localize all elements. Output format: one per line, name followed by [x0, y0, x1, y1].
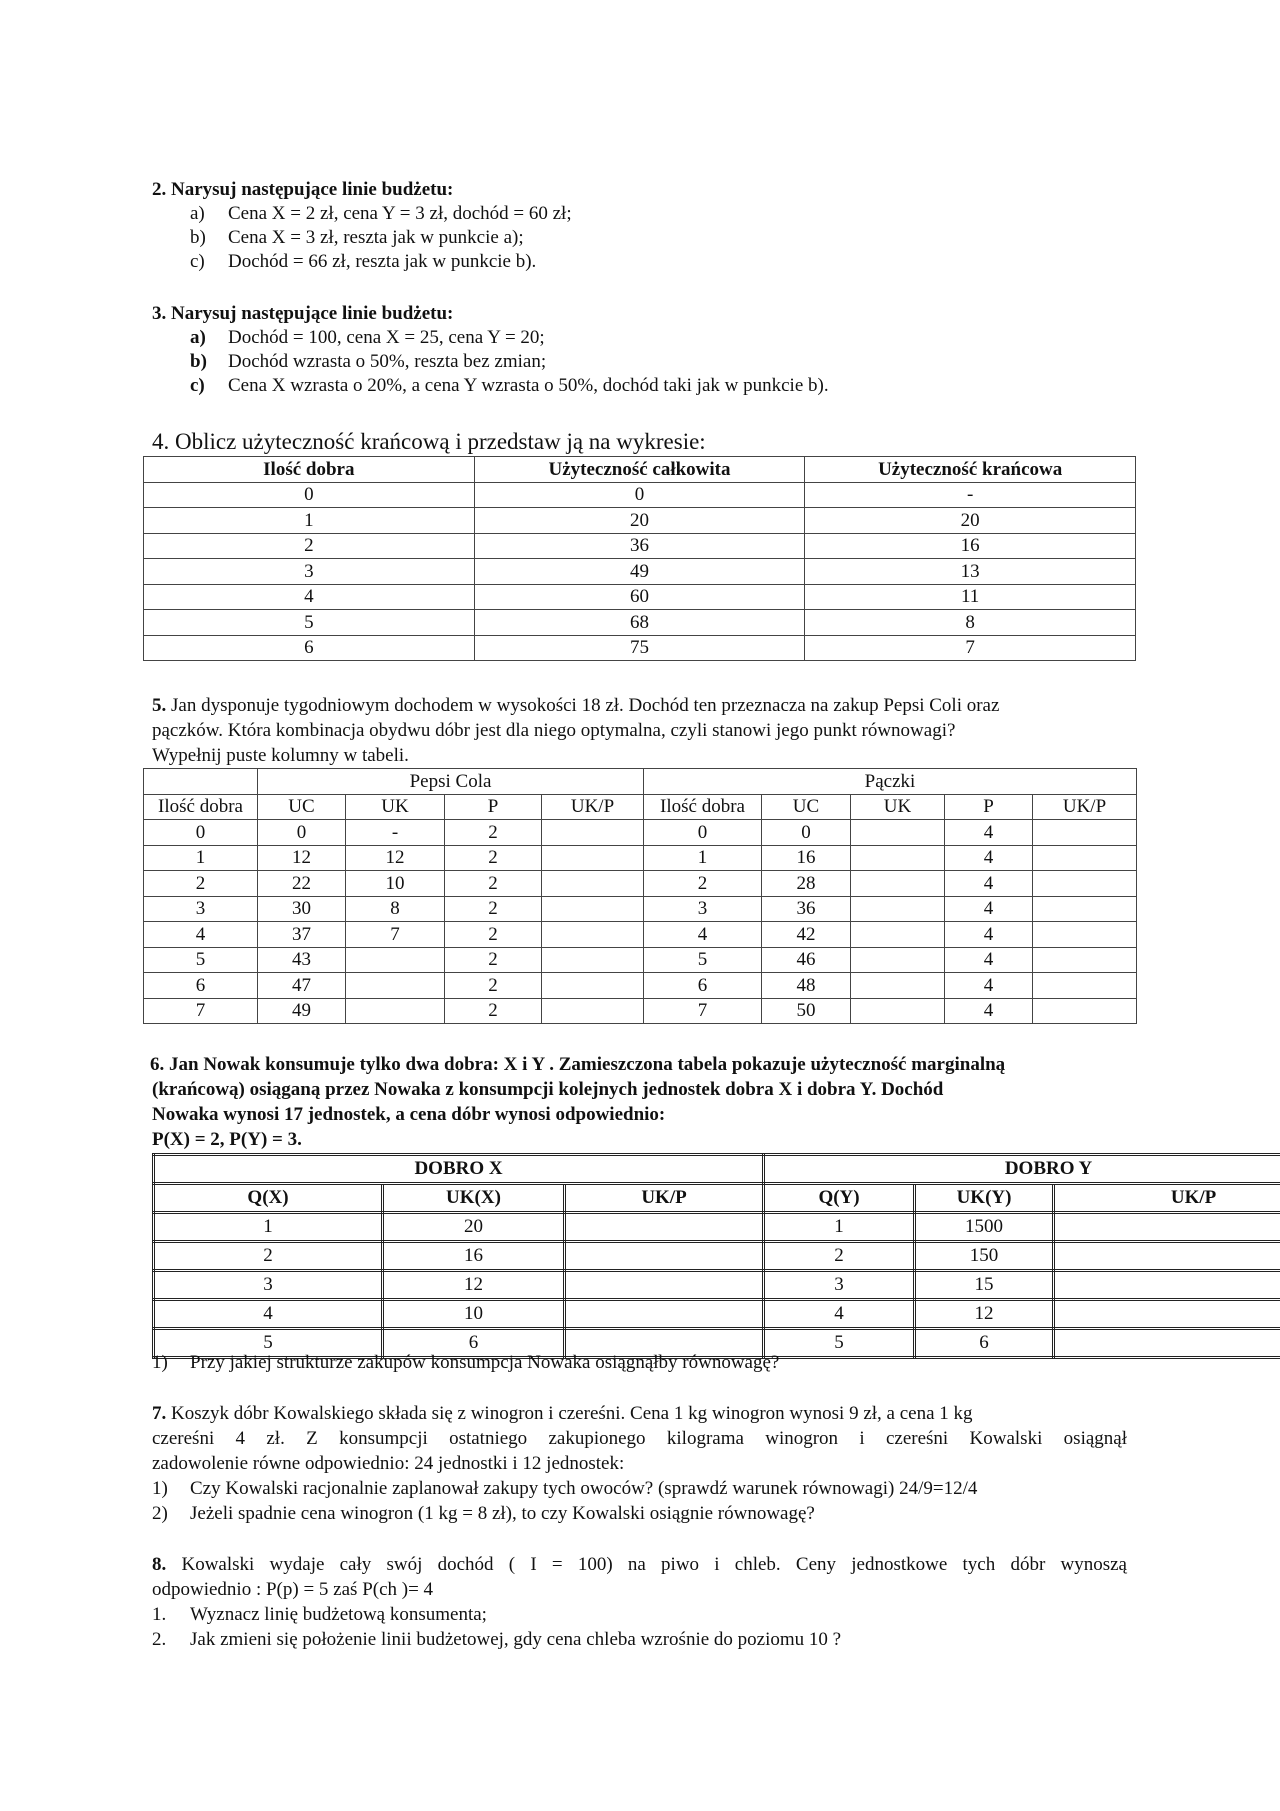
table-cell: [346, 998, 445, 1024]
table-header-row: [144, 794, 1137, 820]
table-cell: [1033, 922, 1137, 948]
table-cell: 2: [445, 845, 542, 871]
table-cell: [542, 871, 644, 897]
group-header-dobro-x: DOBRO X: [154, 1155, 764, 1184]
table-cell: [851, 820, 945, 846]
table-cell: 2: [445, 871, 542, 897]
table-cell: [851, 922, 945, 948]
group-header-pepsi: Pepsi Cola: [258, 769, 644, 795]
item-label: c): [190, 251, 205, 272]
table-cell: 2: [644, 871, 762, 897]
table-cell: 37: [258, 922, 346, 948]
q7-number: 7.: [152, 1403, 167, 1424]
table-cell: 46: [762, 947, 851, 973]
header-cell: Ilość dobra: [644, 794, 762, 820]
item-label: b): [190, 351, 207, 372]
table-cell: 30: [258, 896, 346, 922]
table-cell: 4: [945, 998, 1033, 1024]
table-cell: 4: [144, 922, 258, 948]
q2-item-b: [190, 226, 524, 250]
table-cell: 16: [805, 533, 1136, 559]
q6-text-line-1: 6. Jan Nowak konsumuje tylko dwa dobra: X i Y . Zamieszczona tabela pokazuje użyteczność marginalną: [150, 1054, 1006, 1075]
table-cell: [851, 947, 945, 973]
table-cell: 4: [945, 820, 1033, 846]
item-label: 1.: [152, 1604, 167, 1625]
q2-title: 2. Narysuj następujące linie budżetu:: [152, 179, 454, 200]
q7-text-line-3: zadowolenie równe odpowiednio: 24 jednostki i 12 jednostek:: [152, 1453, 625, 1474]
q6-text-line-4: P(X) = 2, P(Y) = 3.: [152, 1129, 302, 1150]
header-cell: UK/P: [542, 794, 644, 820]
table-cell: [542, 896, 644, 922]
table-cell: 2: [445, 947, 542, 973]
header-cell: Ilość dobra: [144, 794, 258, 820]
item-label: 2.: [152, 1629, 167, 1650]
text: Koszyk dóbr Kowalskiego składa się z winogron i czereśni. Cena 1 kg winogron wynosi 9 zł, a cena 1 kg: [166, 1403, 973, 1424]
empty-header-cell: [144, 769, 258, 795]
header-cell: P: [445, 794, 542, 820]
header-cell: UK/P: [1033, 794, 1137, 820]
q8-text-line-1: [152, 1553, 1127, 1577]
table-cell: 43: [258, 947, 346, 973]
q7-text-line-1: [152, 1402, 1127, 1426]
table-cell: 3: [764, 1271, 915, 1300]
q4-title: 4. Oblicz użyteczność krańcową i przedstaw ją na wykresie:: [152, 429, 706, 454]
table-row: [144, 508, 1136, 534]
table-cell: 4: [945, 896, 1033, 922]
table-cell: 15: [915, 1271, 1054, 1300]
table-cell: [1054, 1300, 1280, 1329]
table-cell: [851, 896, 945, 922]
table-cell: [1033, 998, 1137, 1024]
q8-question-2: [152, 1628, 841, 1652]
header-cell: Q(Y): [764, 1184, 915, 1213]
item-text: Jeżeli spadnie cena winogron (1 kg = 8 zł), to czy Kowalski osiągnie równowagę?: [190, 1503, 815, 1524]
table-cell: 6: [915, 1329, 1054, 1358]
q4-utility-table: [143, 456, 1136, 661]
table-cell: 0: [644, 820, 762, 846]
table-cell: 11: [805, 584, 1136, 610]
q8-text-line-2: odpowiednio : P(p) = 5 zaś P(ch )= 4: [152, 1579, 434, 1600]
table-header-row: [154, 1184, 1280, 1213]
table-cell: 12: [383, 1271, 565, 1300]
group-header-paczki: Pączki: [644, 769, 1137, 795]
q3-item-c: [190, 374, 829, 398]
table-row: [154, 1300, 1280, 1329]
item-label: c): [190, 375, 205, 396]
table-row: [144, 998, 1137, 1024]
table-cell: 2: [445, 922, 542, 948]
table-cell: 2: [154, 1242, 383, 1271]
table-cell: 7: [144, 998, 258, 1024]
header-cell: UK/P: [565, 1184, 764, 1213]
table-row: [144, 635, 1136, 661]
table-row: [144, 896, 1137, 922]
table-row: [154, 1242, 1280, 1271]
table-cell: 2: [445, 896, 542, 922]
q7-question-1: [152, 1477, 977, 1501]
table-cell: 8: [805, 610, 1136, 636]
table-cell: [1054, 1213, 1280, 1242]
table-cell: 1: [644, 845, 762, 871]
table-cell: 48: [762, 973, 851, 999]
text: Jan dysponuje tygodniowym dochodem w wysokości 18 zł. Dochód ten przeznacza na zakup Pepsi Coli oraz: [166, 695, 1000, 716]
table-cell: 6: [644, 973, 762, 999]
table-cell: 4: [764, 1300, 915, 1329]
table-cell: [565, 1213, 764, 1242]
table-cell: 20: [383, 1213, 565, 1242]
item-label: 1): [152, 1478, 168, 1499]
table-cell: [1033, 845, 1137, 871]
table-row: [144, 845, 1137, 871]
table-cell: [565, 1300, 764, 1329]
q8-question-1: [152, 1603, 487, 1627]
table-body: [144, 482, 1136, 661]
table-cell: 4: [154, 1300, 383, 1329]
table-cell: -: [346, 820, 445, 846]
item-text: Dochód = 100, cena X = 25, cena Y = 20;: [228, 327, 545, 348]
q5-pepsi-paczki-table: [143, 768, 1137, 1024]
item-text: Cena X = 2 zł, cena Y = 3 zł, dochód = 60 zł;: [228, 203, 572, 224]
table-cell: 1: [144, 508, 475, 534]
table-cell: 3: [154, 1271, 383, 1300]
q5-number: 5.: [152, 695, 167, 716]
table-cell: 4: [945, 845, 1033, 871]
table-cell: [1033, 896, 1137, 922]
table-cell: [542, 947, 644, 973]
table-cell: -: [805, 482, 1136, 508]
table-cell: 4: [945, 973, 1033, 999]
table-cell: 49: [258, 998, 346, 1024]
table-cell: 12: [258, 845, 346, 871]
q5-text-line-2: pączków. Która kombinacja obydwu dóbr jest dla niego optymalna, czyli stanowi jego punkt równowagi?: [152, 720, 956, 741]
table-cell: 0: [762, 820, 851, 846]
table-cell: 12: [346, 845, 445, 871]
table-cell: [851, 871, 945, 897]
table-cell: 16: [383, 1242, 565, 1271]
item-text: Dochód = 66 zł, reszta jak w punkcie b).: [228, 251, 537, 272]
table-cell: 13: [805, 559, 1136, 585]
q3-title: 3. Narysuj następujące linie budżetu:: [152, 303, 454, 324]
header-cell: UK: [346, 794, 445, 820]
group-header-row: [144, 769, 1137, 795]
table-row: [144, 610, 1136, 636]
table-row: [154, 1213, 1280, 1242]
table-cell: 150: [915, 1242, 1054, 1271]
table-cell: [1054, 1271, 1280, 1300]
item-text: Wyznacz linię budżetową konsumenta;: [190, 1604, 487, 1625]
table-cell: 28: [762, 871, 851, 897]
table-cell: [565, 1271, 764, 1300]
q5-text-line-3: Wypełnij puste kolumny w tabeli.: [152, 745, 409, 766]
table-cell: 1: [154, 1213, 383, 1242]
table-cell: 12: [915, 1300, 1054, 1329]
text: Kowalski wydaje cały swój dochód ( I = 100) na piwo i chleb. Ceny jednostkowe tych dóbr wynoszą: [166, 1554, 1127, 1575]
table-row: [144, 820, 1137, 846]
table-cell: 20: [474, 508, 805, 534]
header-cell: P: [945, 794, 1033, 820]
table-cell: 42: [762, 922, 851, 948]
table-cell: 75: [474, 635, 805, 661]
header-cell: UK: [851, 794, 945, 820]
q6-text-line-3: Nowaka wynosi 17 jednostek, a cena dóbr wynosi odpowiednio:: [152, 1104, 666, 1125]
q2-item-a: [190, 202, 572, 226]
table-cell: 36: [474, 533, 805, 559]
table-cell: 3: [144, 896, 258, 922]
header-cell: UC: [258, 794, 346, 820]
table-cell: [1054, 1329, 1280, 1358]
table-cell: [1033, 820, 1137, 846]
q8-number: 8.: [152, 1554, 167, 1575]
item-label: a): [190, 327, 206, 348]
table-cell: [542, 922, 644, 948]
table-cell: [851, 845, 945, 871]
header-cell: UK/P: [1054, 1184, 1280, 1213]
item-label: b): [190, 227, 206, 248]
table-cell: 10: [346, 871, 445, 897]
table-cell: 4: [945, 871, 1033, 897]
q5-text-line-1: [152, 694, 999, 718]
table-cell: 2: [144, 871, 258, 897]
table-cell: 5: [144, 947, 258, 973]
table-cell: 1: [764, 1213, 915, 1242]
item-text: Cena X = 3 zł, reszta jak w punkcie a);: [228, 227, 524, 248]
table-cell: 3: [144, 559, 475, 585]
table-cell: 0: [474, 482, 805, 508]
table-row: [144, 871, 1137, 897]
table-cell: 4: [644, 922, 762, 948]
table-row: [144, 533, 1136, 559]
table-cell: [851, 998, 945, 1024]
table-cell: 20: [805, 508, 1136, 534]
table-cell: [1033, 871, 1137, 897]
q7-question-2: [152, 1502, 815, 1526]
table-cell: 2: [445, 998, 542, 1024]
q7-text-line-2: czereśni 4 zł. Z konsumpcji ostatniego zakupionego kilograma winogron i czereśni Kowalski osiągnął: [152, 1428, 1127, 1449]
table-cell: 60: [474, 584, 805, 610]
table-cell: 16: [762, 845, 851, 871]
table-header-row: [144, 457, 1136, 483]
table-cell: 6: [144, 635, 475, 661]
table-cell: 5: [644, 947, 762, 973]
table-cell: [1054, 1242, 1280, 1271]
header-cell: UC: [762, 794, 851, 820]
table-cell: 3: [644, 896, 762, 922]
table-cell: 5: [764, 1329, 915, 1358]
table-cell: 10: [383, 1300, 565, 1329]
q2-item-c: [190, 250, 536, 274]
table-cell: 1: [144, 845, 258, 871]
table-row: [144, 922, 1137, 948]
table-cell: 0: [144, 820, 258, 846]
table-cell: 0: [258, 820, 346, 846]
table-cell: 6: [383, 1329, 565, 1358]
table-row: [144, 947, 1137, 973]
table-row: [144, 973, 1137, 999]
table-row: [154, 1271, 1280, 1300]
table-cell: 50: [762, 998, 851, 1024]
group-header-row: [154, 1155, 1280, 1184]
item-text: Dochód wzrasta o 50%, reszta bez zmian;: [228, 351, 547, 372]
table-cell: 5: [144, 610, 475, 636]
table-cell: 2: [144, 533, 475, 559]
table-row: [144, 482, 1136, 508]
table-cell: 0: [144, 482, 475, 508]
header-cell: UK(X): [383, 1184, 565, 1213]
table-cell: [1033, 973, 1137, 999]
table-cell: 1500: [915, 1213, 1054, 1242]
table-cell: 2: [445, 973, 542, 999]
table-body: [144, 820, 1137, 1024]
header-cell: UK(Y): [915, 1184, 1054, 1213]
header-cell: Ilość dobra: [144, 457, 475, 483]
table-cell: 4: [144, 584, 475, 610]
table-cell: 68: [474, 610, 805, 636]
item-label: a): [190, 203, 205, 224]
table-cell: 22: [258, 871, 346, 897]
q6-dobro-table: [152, 1153, 1280, 1359]
table-cell: 36: [762, 896, 851, 922]
table-cell: [542, 845, 644, 871]
table-cell: 7: [805, 635, 1136, 661]
table-cell: [565, 1242, 764, 1271]
item-text: Cena X wzrasta o 20%, a cena Y wzrasta o 50%, dochód taki jak w punkcie b).: [228, 375, 829, 396]
q3-item-a: [190, 326, 545, 350]
table-cell: [542, 973, 644, 999]
item-label: 1): [152, 1352, 168, 1373]
header-cell: Użyteczność krańcowa: [805, 457, 1136, 483]
table-cell: [346, 973, 445, 999]
table-row: [144, 559, 1136, 585]
table-cell: 6: [144, 973, 258, 999]
table-cell: 2: [764, 1242, 915, 1271]
item-text: Jak zmieni się położenie linii budżetowej, gdy cena chleba wzrośnie do poziomu 10 ?: [190, 1629, 842, 1650]
group-header-dobro-y: DOBRO Y: [764, 1155, 1280, 1184]
table-cell: 4: [945, 922, 1033, 948]
header-cell: Q(X): [154, 1184, 383, 1213]
table-cell: 7: [644, 998, 762, 1024]
q6-question-1: [152, 1351, 779, 1375]
table-cell: [851, 973, 945, 999]
table-cell: 4: [945, 947, 1033, 973]
table-cell: [542, 998, 644, 1024]
item-label: 2): [152, 1503, 168, 1524]
table-cell: [1033, 947, 1137, 973]
table-cell: 8: [346, 896, 445, 922]
table-cell: 49: [474, 559, 805, 585]
table-cell: 47: [258, 973, 346, 999]
table-body: [154, 1213, 1280, 1358]
header-cell: Użyteczność całkowita: [474, 457, 805, 483]
table-cell: 2: [445, 820, 542, 846]
item-text: Czy Kowalski racjonalnie zaplanował zakupy tych owoców? (sprawdź warunek równowagi) 24/9=12/4: [190, 1478, 978, 1499]
table-cell: [542, 820, 644, 846]
item-text: Przy jakiej strukturze zakupów konsumpcja Nowaka osiągnąłby równowagę?: [190, 1352, 780, 1373]
table-row: [144, 584, 1136, 610]
table-cell: [346, 947, 445, 973]
q6-text-line-2: (krańcową) osiąganą przez Nowaka z konsumpcji kolejnych jednostek dobra X i dobra Y. Dochód: [152, 1079, 944, 1100]
table-cell: 7: [346, 922, 445, 948]
q3-item-b: [190, 350, 546, 374]
table-cell: 5: [154, 1329, 383, 1358]
